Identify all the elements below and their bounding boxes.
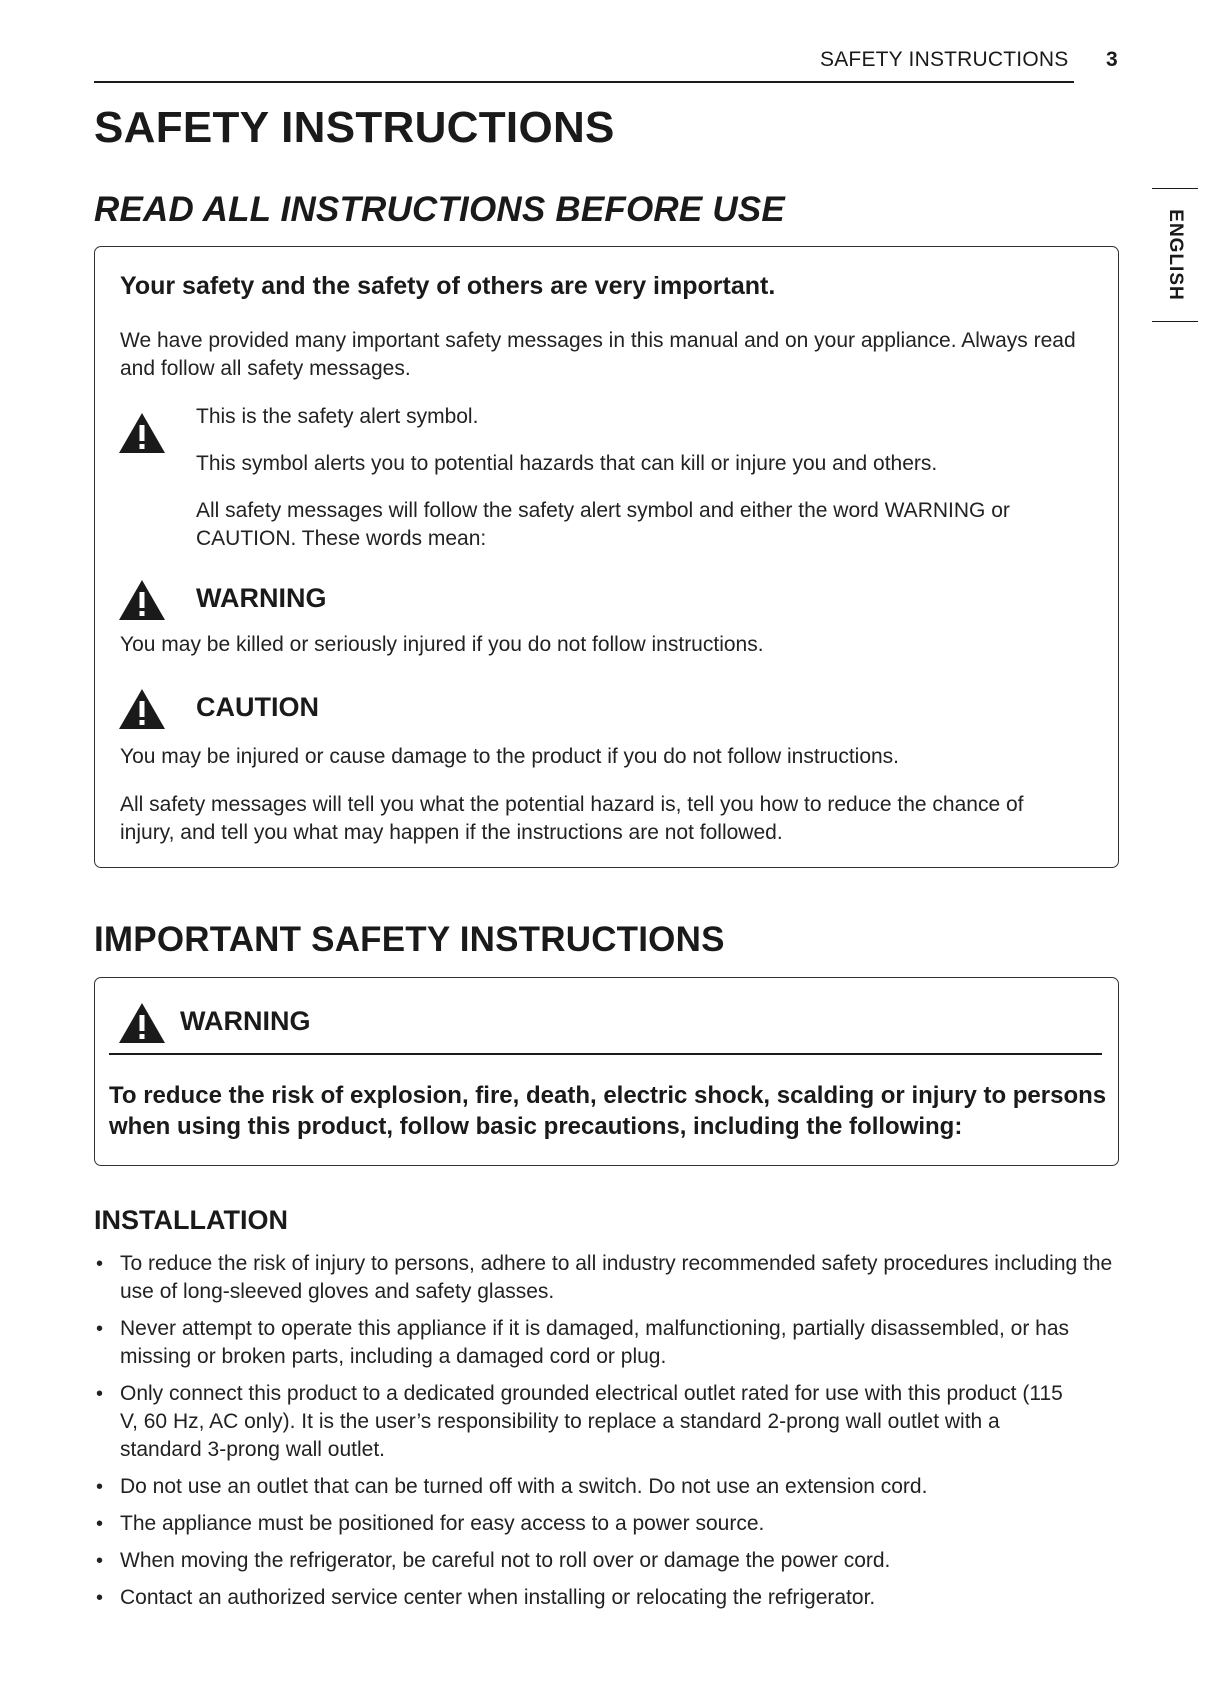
list-item: • When moving the refrigerator, be careful not to roll over or damage the power cord. [94, 1547, 1124, 1575]
language-tab [1152, 188, 1198, 322]
symbol-line-2: This symbol alerts you to potential hazards that can kill or injure you and others. [196, 452, 938, 475]
caution-text: You may be injured or cause damage to the product if you do not follow instructions. [120, 745, 900, 768]
header-rule [94, 81, 1074, 83]
list-item: • Only connect this product to a dedicated grounded electrical outlet rated for use with this product (115 V, 60 Hz, AC only). It is the user’s responsibility to replace a standard 2-prong wall outlet with a standard 3-prong wall outlet. [94, 1380, 1124, 1464]
symbol-line-3: All safety messages will follow the safety alert symbol and either the word WARNING or CAUTION. These words mean: [196, 499, 1010, 550]
safety-alert-icon [118, 412, 166, 454]
intro-paragraph: We have provided many important safety messages in this manual and on your appliance. Always read and follow all safety messages. [120, 329, 1076, 380]
list-item: • Do not use an outlet that can be turned off with a switch. Do not use an extension cord. [94, 1473, 1124, 1501]
warning-label: WARNING [196, 583, 327, 613]
warning-text: You may be killed or seriously injured if you do not follow instructions. [120, 633, 764, 656]
installation-list [94, 1250, 1124, 1612]
warning-icon [118, 1002, 166, 1044]
important-warning-text: To reduce the risk of explosion, fire, death, electric shock, scalding or injury to persons when using this product, follow basic precautions, including the following: [109, 1082, 1107, 1140]
caution-label: CAUTION [196, 692, 319, 722]
symbol-line-1: This is the safety alert symbol. [196, 405, 479, 428]
warning-icon [118, 579, 166, 621]
list-item: • The appliance must be positioned for easy access to a power source. [94, 1510, 1124, 1538]
warning-rule [109, 1053, 1102, 1055]
intro-heading: Your safety and the safety of others are very important. [120, 272, 776, 300]
important-heading: IMPORTANT SAFETY INSTRUCTIONS [94, 920, 725, 959]
list-item: • To reduce the risk of injury to persons, adhere to all industry recommended safety procedures including the use of long-sleeved gloves and safety glasses. [94, 1250, 1124, 1306]
important-warning-label: WARNING [180, 1006, 311, 1036]
language-tab-label: ENGLISH [1165, 209, 1186, 301]
page-title: SAFETY INSTRUCTIONS [94, 103, 615, 152]
caution-icon [118, 688, 166, 730]
installation-heading: INSTALLATION [94, 1205, 288, 1235]
list-item: • Never attempt to operate this appliance if it is damaged, malfunctioning, partially disassembled, or has missing or broken parts, including a damaged cord or plug. [94, 1315, 1124, 1371]
running-header-title: SAFETY INSTRUCTIONS [820, 48, 1069, 71]
list-item: • Contact an authorized service center when installing or relocating the refrigerator. [94, 1584, 1124, 1612]
page-number: 3 [1106, 48, 1118, 71]
closing-paragraph: All safety messages will tell you what the potential hazard is, tell you how to reduce the chance of injury, and tell you what may happen if the instructions are not followed. [120, 793, 1024, 844]
page-subtitle: READ ALL INSTRUCTIONS BEFORE USE [94, 190, 785, 229]
